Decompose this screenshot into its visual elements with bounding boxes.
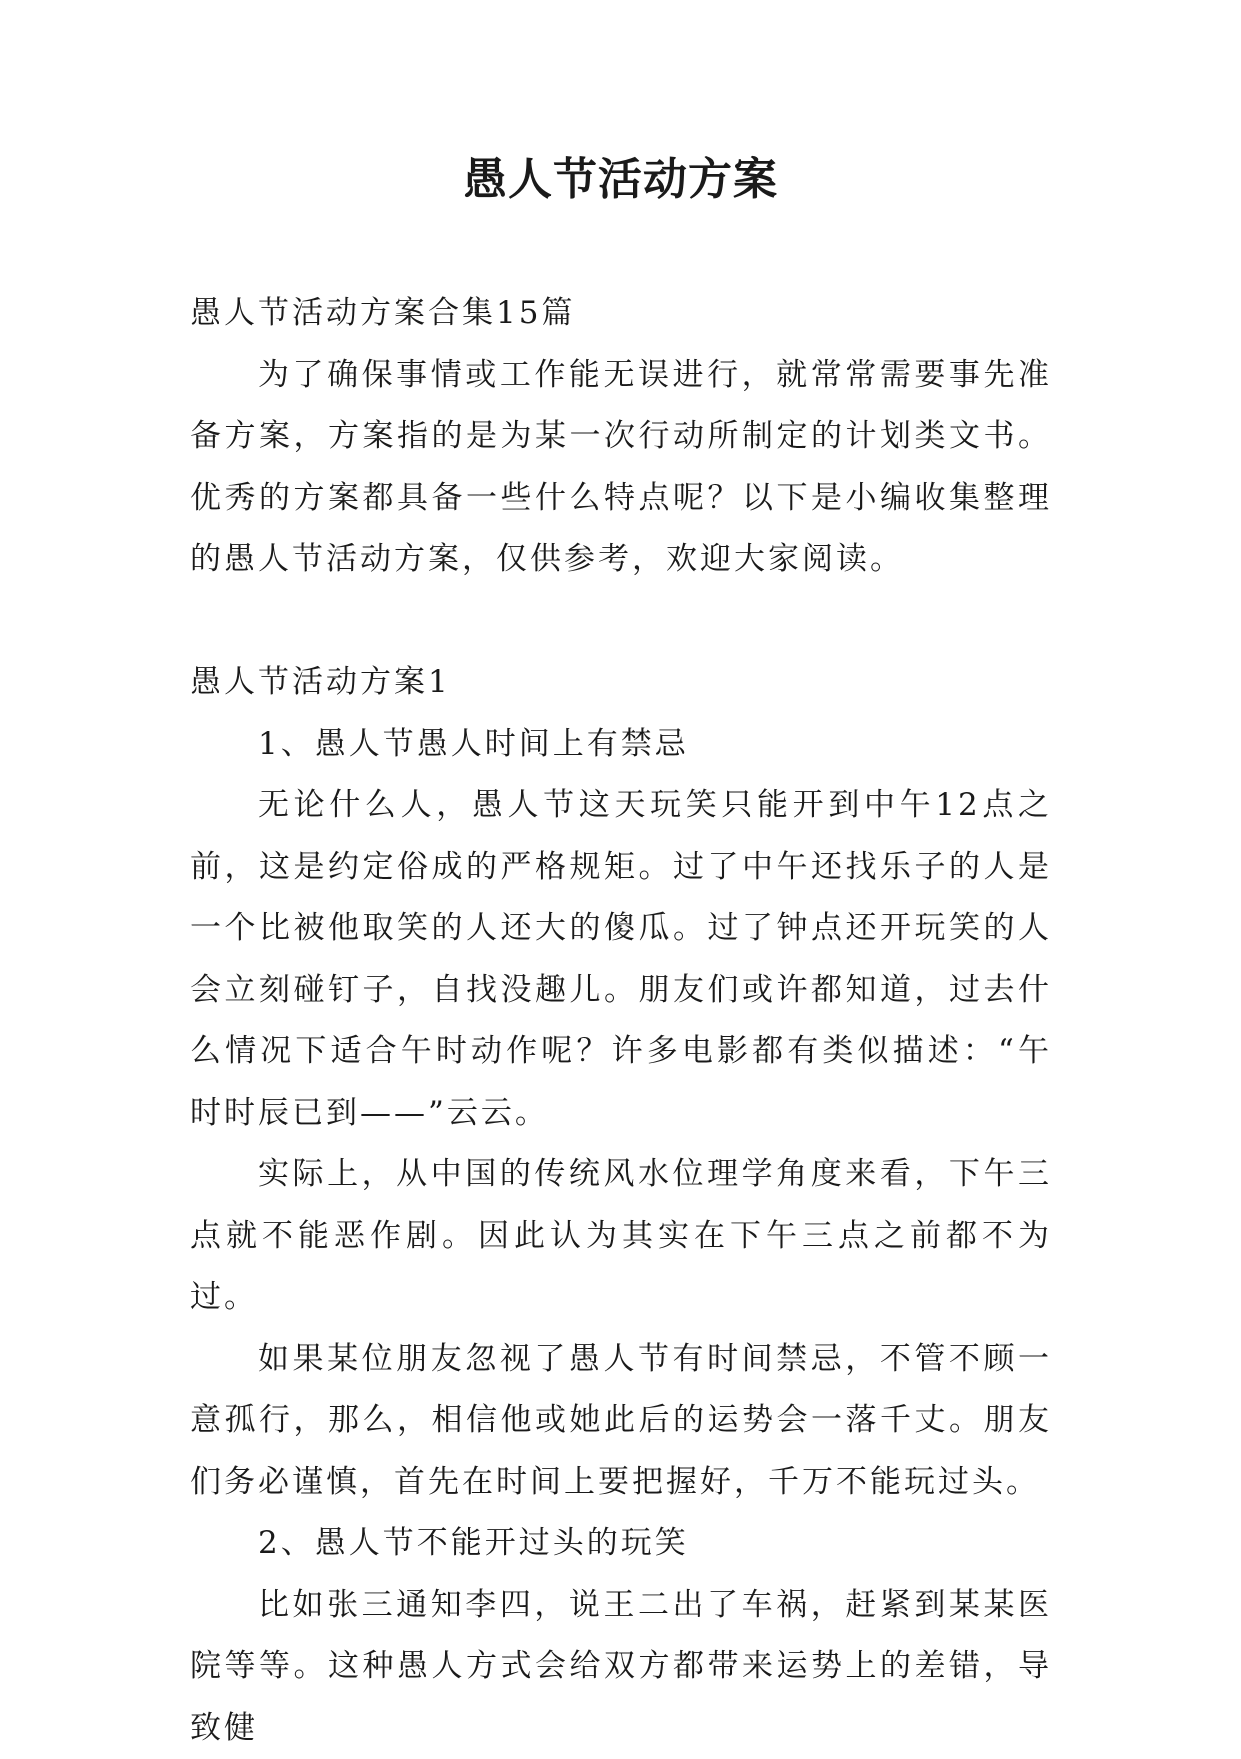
- intro-paragraph: 为了确保事情或工作能无误进行，就常常需要事先准备方案，方案指的是为某一次行动所制定的计划类文书。优秀的方案都具备一些什么特点呢？以下是小编收集整理的愚人节活动方案，仅供参考，欢迎大家阅读。: [190, 345, 1052, 591]
- body-paragraph: 无论什么人，愚人节这天玩笑只能开到中午12点之前，这是约定俗成的严格规矩。过了中午还找乐子的人是一个比被他取笑的人还大的傻瓜。过了钟点还开玩笑的人会立刻碰钉子，自找没趣儿。朋友们或许都知道，过去什么情况下适合午时动作呢？许多电影都有类似描述：“午时时辰已到——”云云。: [190, 775, 1052, 1144]
- body-paragraph: 实际上，从中国的传统风水位理学角度来看，下午三点就不能恶作剧。因此认为其实在下午三点之前都不为过。: [190, 1144, 1052, 1329]
- body-paragraph: 比如张三通知李四，说王二出了车祸，赶紧到某某医院等等。这种愚人方式会给双方都带来运势上的差错，导致健: [190, 1575, 1052, 1759]
- document-body: [190, 283, 1052, 1759]
- subheading-time-taboo: 1、愚人节愚人时间上有禁忌: [190, 714, 1052, 776]
- body-paragraph: 如果某位朋友忽视了愚人节有时间禁忌，不管不顾一意孤行，那么，相信他或她此后的运势会一落千丈。朋友们务必谨慎，首先在时间上要把握好，千万不能玩过头。: [190, 1329, 1052, 1514]
- section-heading: 愚人节活动方案1: [190, 652, 1052, 714]
- subheading-no-excessive-jokes: 2、愚人节不能开过头的玩笑: [190, 1513, 1052, 1575]
- collection-heading: 愚人节活动方案合集15篇: [190, 283, 1052, 345]
- document-title: 愚人节活动方案: [0, 150, 1241, 210]
